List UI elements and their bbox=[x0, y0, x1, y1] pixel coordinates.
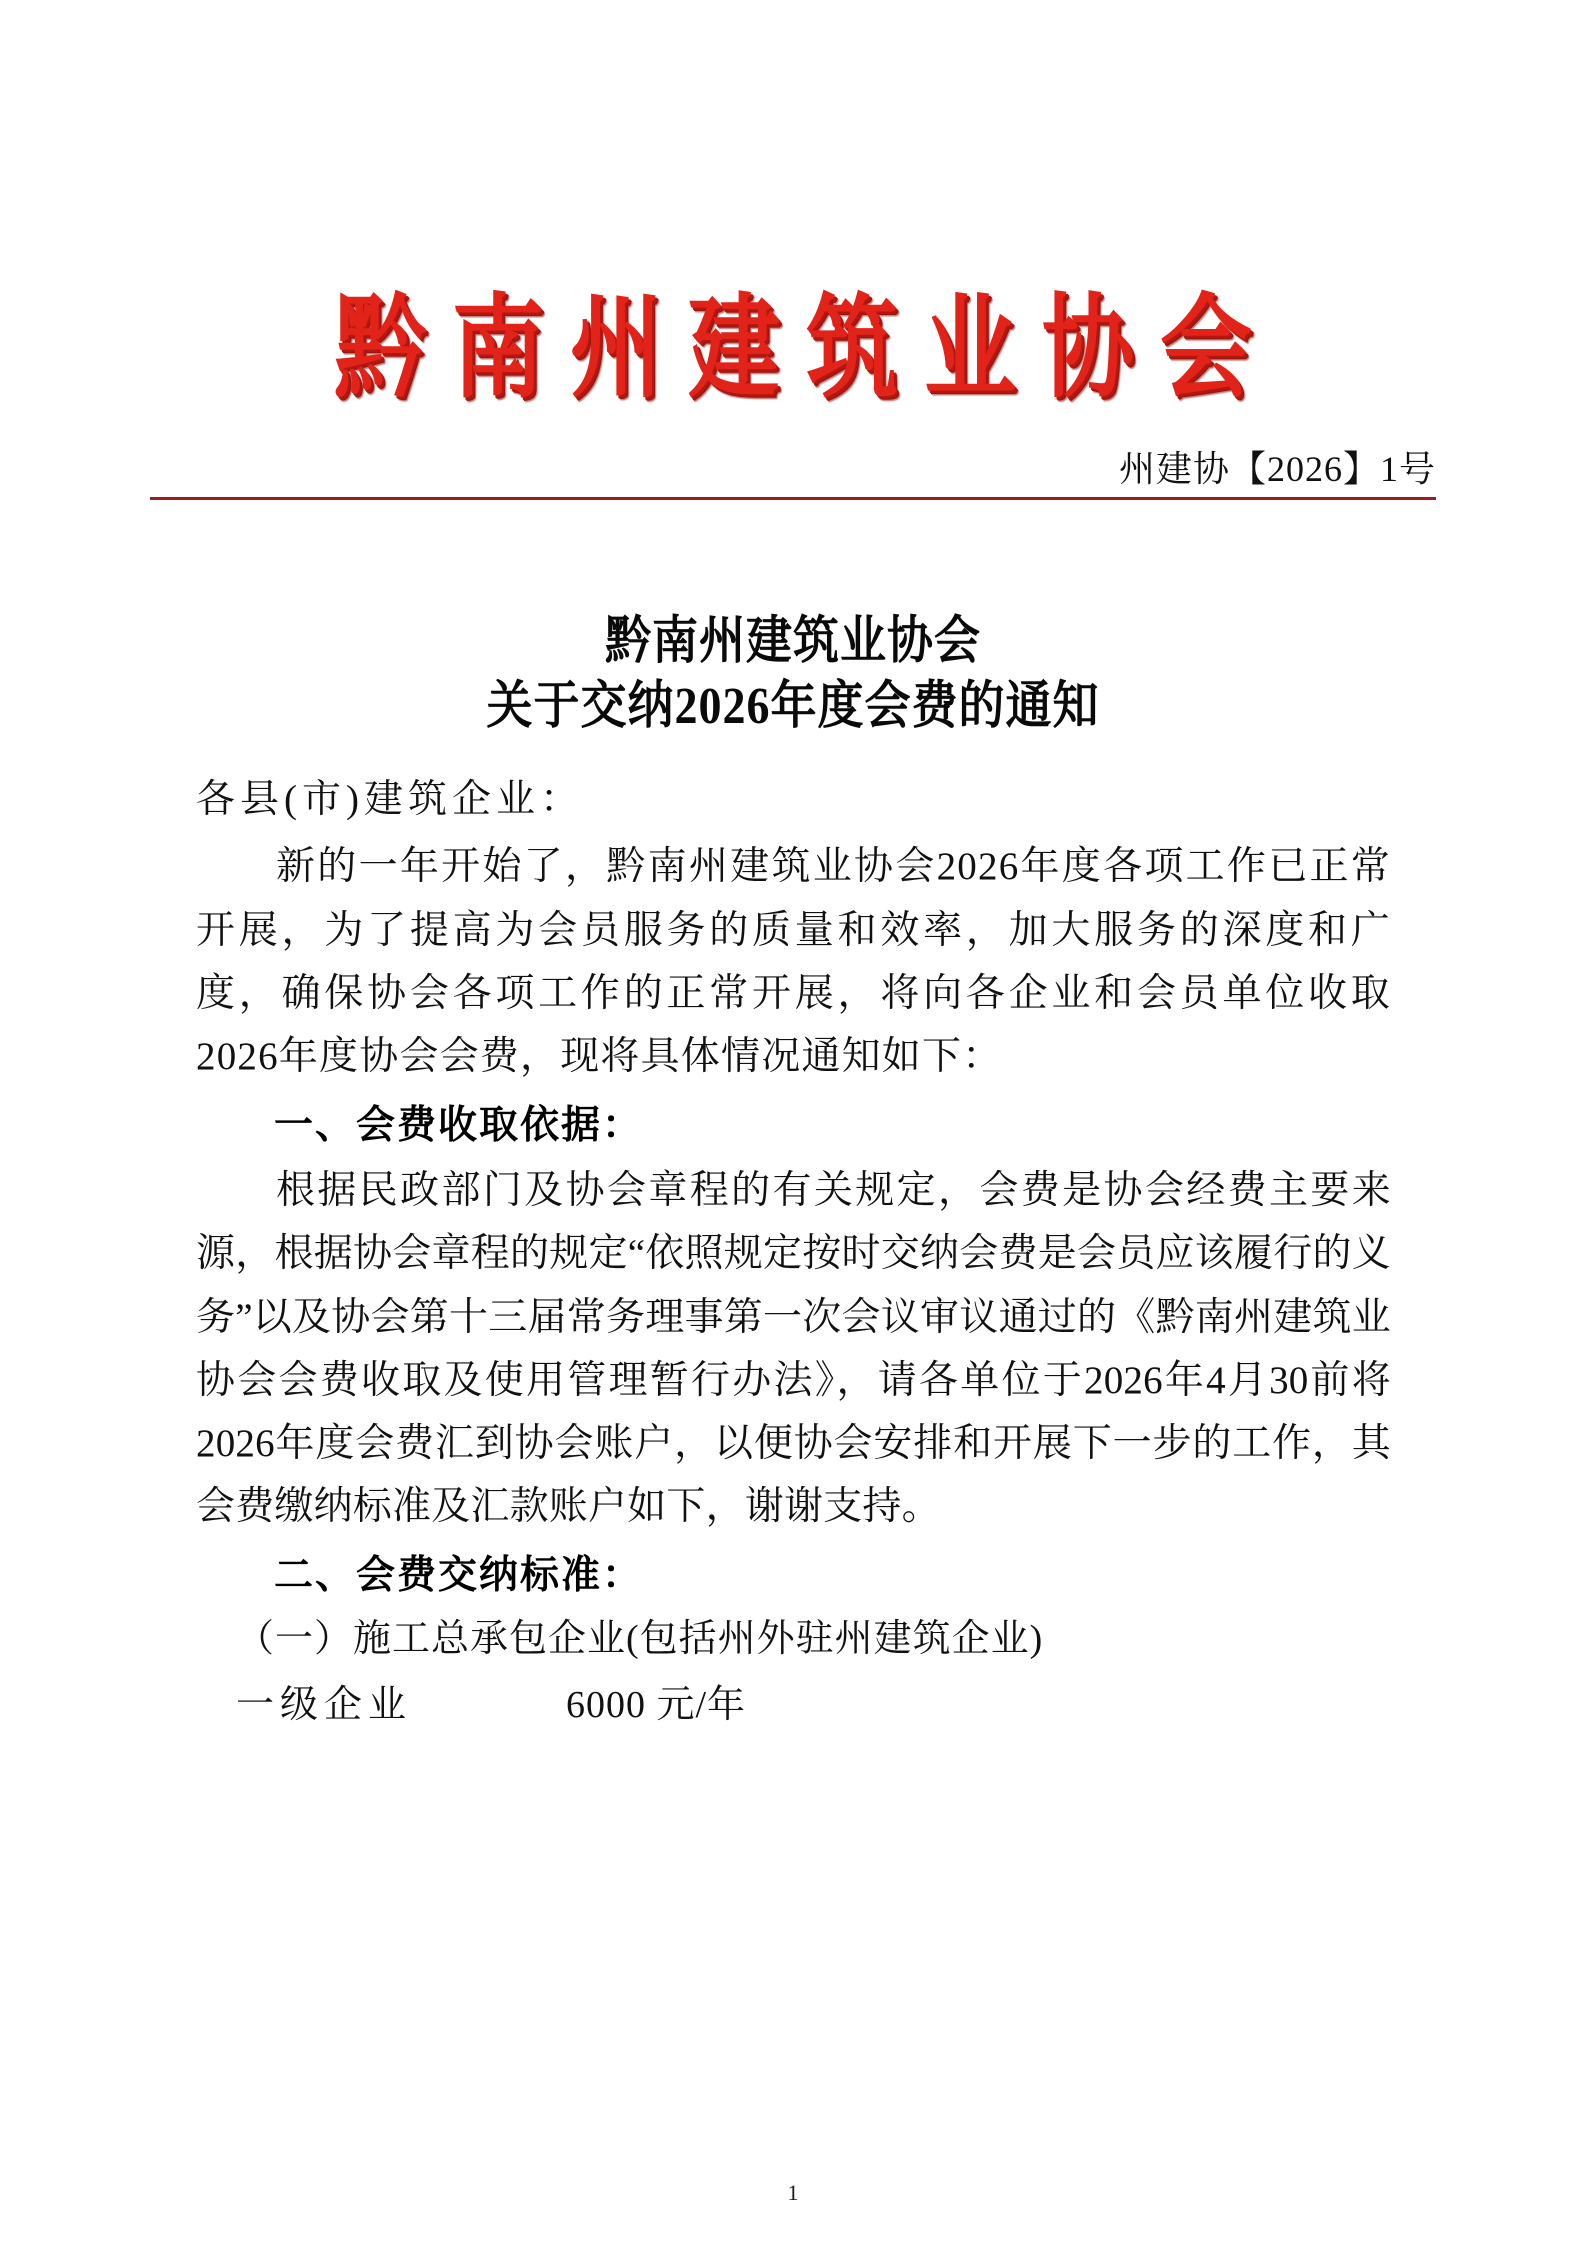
document-title-line-2: 关于交纳2026年度会费的通知 bbox=[486, 677, 1100, 735]
document-body bbox=[196, 772, 1391, 1736]
organization-letterhead-title: 黔南州建筑业协会 bbox=[333, 286, 1278, 411]
letterhead bbox=[0, 286, 1586, 411]
fee-row bbox=[196, 1675, 1391, 1736]
document-title-line-1: 黔南州建筑业协会 bbox=[605, 611, 981, 670]
red-divider-rule bbox=[150, 497, 1436, 500]
fee-amount-value: 6000 元/年 bbox=[566, 1684, 747, 1727]
document-title bbox=[0, 608, 1586, 739]
salutation: 各县(市)建筑企业： bbox=[196, 778, 584, 821]
document-number-row bbox=[150, 440, 1436, 500]
page-number: 1 bbox=[787, 2180, 799, 2205]
subitem-general-contractor: （一）施工总承包企业(包括州外驻州建筑企业) bbox=[236, 1618, 1044, 1661]
fee-level-label: 一级企业 bbox=[236, 1684, 413, 1727]
document-number: 州建协【2026】1号 bbox=[1118, 449, 1436, 489]
paragraph-basis: 根据民政部门及协会章程的有关规定，会费是协会经费主要来源，根据协会章程的规定“依照规定按时交纳会费是会员应该履行的义务”以及协会第十三届常务理事第一次会议审议通过的《黔南州建筑业协会会费收取及使用管理暂行办法》，请各单位于2026年4月30前将2026年度会费汇到协会账户，以便协会安排和开展下一步的工作，其会费缴纳标准及汇款账户如下，谢谢支持。 bbox=[196, 1169, 1391, 1529]
section-heading-two: 二、会费交纳标准： bbox=[274, 1554, 644, 1598]
paragraph-intro: 新的一年开始了，黔南州建筑业协会2026年度各项工作已正常开展，为了提高为会员服务的质量和效率，加大服务的深度和广度，确保协会各项工作的正常开展，将向各企业和会员单位收取2026年度协会会费，现将具体情况通知如下： bbox=[196, 845, 1391, 1078]
section-heading-one: 一、会费收取依据： bbox=[274, 1104, 644, 1148]
